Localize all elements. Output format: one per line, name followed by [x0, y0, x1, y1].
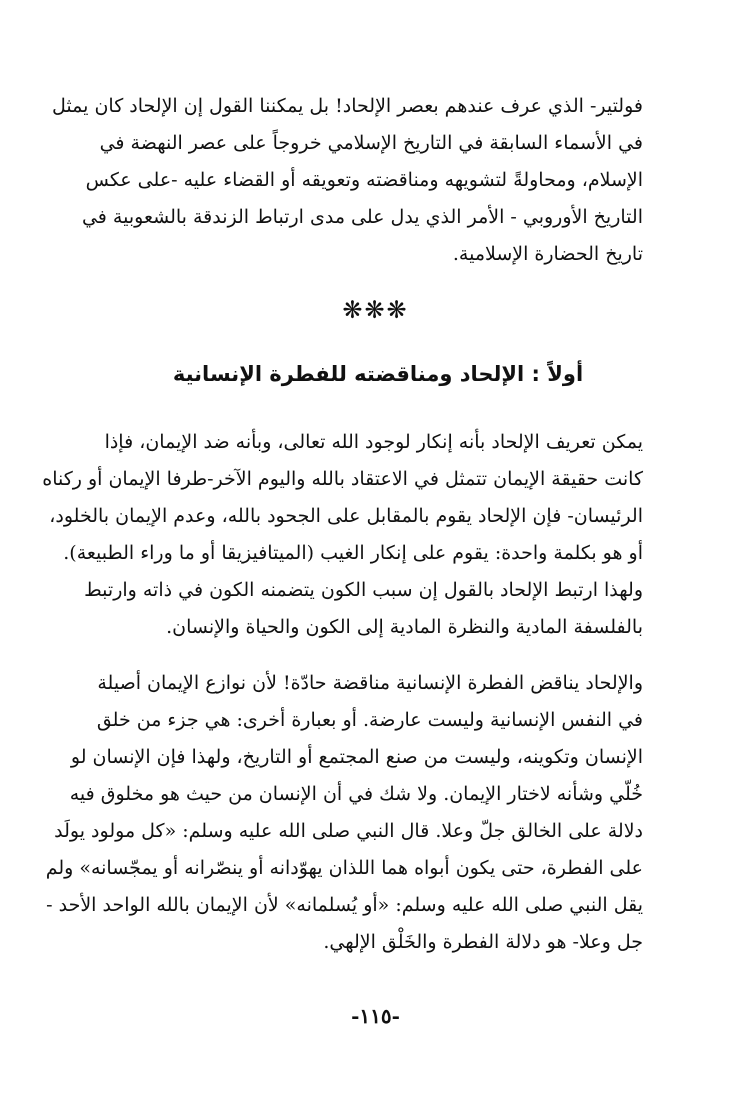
paragraph-definition-of-atheism	[42, 424, 643, 646]
text-line: يمكن تعريف الإلحاد بأنه إنكار لوجود الله تعالى، وبأنه ضد الإيمان، فإذا	[104, 431, 643, 453]
text-line: بالفلسفة المادية والنظرة المادية إلى الكون والحياة والإنسان.	[166, 616, 643, 638]
text-line: دلالة على الخالق جلّ وعلا. قال النبي صلى الله عليه وسلم: «كل مولود يولَد	[54, 820, 643, 842]
page-number: -١١٥-	[351, 1004, 400, 1028]
text-line: في الأسماء السابقة في التاريخ الإسلامي خروجاً على عصر النهضة في	[99, 132, 643, 154]
text-line: خُلّي وشأنه لاختار الإيمان. ولا شك في أن الإنسان من حيث هو مخلوق فيه	[69, 783, 643, 805]
text-line: كانت حقيقة الإيمان تتمثل في الاعتقاد بالله واليوم الآخر-طرفا الإيمان أو ركناه	[42, 468, 643, 490]
text-line: ولهذا ارتبط الإلحاد بالقول إن سبب الكون يتضمنه الكون في ذاته وارتبط	[84, 579, 643, 601]
text-line: جل وعلا- هو دلالة الفطرة والخَلْق الإلهي.	[323, 931, 643, 953]
section-divider-asterisks: ❋❋❋	[342, 296, 409, 324]
text-line: الرئيسان- فإن الإلحاد يقوم بالمقابل على الجحود بالله، وعدم الإيمان بالخلود،	[49, 505, 643, 527]
text-line: فولتير- الذي عرف عندهم بعصر الإلحاد! بل يمكننا القول إن الإلحاد كان يمثل	[52, 95, 643, 117]
paragraph-voltaire-history	[52, 88, 643, 273]
text-line: التاريخ الأوروبي - الأمر الذي يدل على مدى ارتباط الزندقة بالشعوبية في	[81, 206, 643, 228]
section-heading: أولاً : الإلحاد ومناقضته للفطرة الإنسانية	[172, 362, 584, 386]
text-line: الإسلام، ومحاولةً لتشويهه ومناقضته وتعويقه أو القضاء عليه -على عكس	[85, 169, 643, 191]
text-line: في النفس الإنسانية وليست عارضة. أو بعبارة أخرى: هي جزء من خلق	[96, 709, 643, 731]
text-line: يقل النبي صلى الله عليه وسلم: «أو يُسلمانه» لأن الإيمان بالله الواحد الأحد -	[46, 894, 643, 916]
text-line: أو هو بكلمة واحدة: يقوم على إنكار الغيب (الميتافيزيقا أو ما وراء الطبيعة).	[63, 542, 643, 564]
text-line: على الفطرة، حتى يكون أبواه هما اللذان يهوّدانه أو ينصّرانه أو يمجّسانه» ولم	[45, 857, 643, 879]
paragraph-human-nature	[45, 665, 643, 961]
text-line: والإلحاد يناقض الفطرة الإنسانية مناقضة حادّة! لأن نوازع الإيمان أصيلة	[97, 672, 643, 694]
text-line: الإنسان وتكوينه، وليست من صنع المجتمع أو التاريخ، ولهذا فإن الإنسان لو	[70, 746, 643, 768]
text-line: تاريخ الحضارة الإسلامية.	[452, 243, 643, 265]
